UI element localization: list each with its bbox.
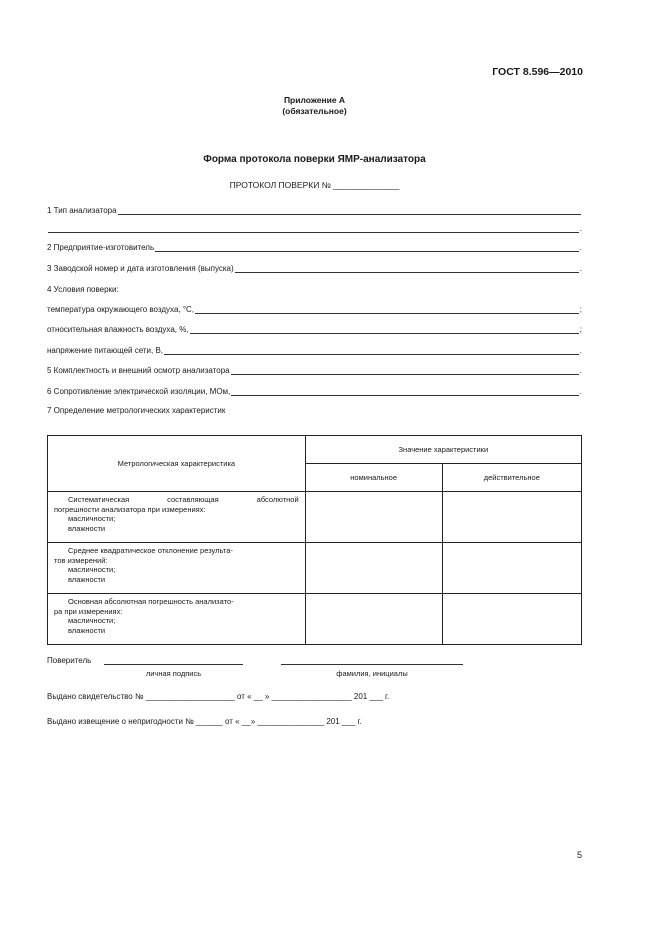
signature-field[interactable] xyxy=(104,664,243,665)
serial-number-line: 3 Заводской номер и дата изготовления (выпуска) . xyxy=(47,264,582,273)
serial-number-field[interactable] xyxy=(235,264,579,273)
row-absolute-error: Основная абсолютная погрешность анализато- ра при измерениях: масличности; влажности xyxy=(48,594,306,645)
insulation-label: 6 Сопротивление электрической изоляции, МОм, xyxy=(47,387,231,396)
temperature-label: температура окружающего воздуха, °С, xyxy=(47,305,195,314)
voltage-field[interactable] xyxy=(164,346,579,355)
analyzer-type-field[interactable] xyxy=(118,206,581,215)
page-number: 5 xyxy=(576,850,582,860)
cell-actual-1[interactable] xyxy=(442,492,581,543)
header-actual: действительное xyxy=(442,464,581,492)
metrology-line xyxy=(47,406,582,415)
inspection-line: 5 Комплектность и внешний осмотр анализатора . xyxy=(47,366,582,375)
conditions-label: 4 Условия поверки: xyxy=(47,285,119,294)
table-row xyxy=(48,594,582,645)
signature-caption: личная подпись xyxy=(145,669,202,678)
inspection-field[interactable] xyxy=(231,366,579,375)
humidity-line: относительная влажность воздуха, %, ; xyxy=(47,325,582,334)
header-value: Значение характеристики xyxy=(305,436,581,464)
certificate-line: Выдано свидетельство № ____________________ от « __ » __________________ 201 ___ г. xyxy=(47,692,390,701)
notice-line: Выдано извещение о непригодности № ______ от « __» _______________ 201 ___ г. xyxy=(47,717,362,726)
manufacturer-field[interactable] xyxy=(155,243,579,252)
metrology-table xyxy=(47,435,582,645)
insulation-line: 6 Сопротивление электрической изоляции, МОм, . xyxy=(47,387,582,396)
humidity-label: относительная влажность воздуха, %, xyxy=(47,325,189,334)
name-field[interactable] xyxy=(281,664,463,665)
header-nominal: номинальное xyxy=(305,464,442,492)
temperature-field[interactable] xyxy=(195,305,579,314)
analyzer-type-label: 1 Тип анализатора xyxy=(47,206,117,215)
conditions-line xyxy=(47,285,582,294)
manufacturer-line: 2 Предприятие-изготовитель . xyxy=(47,243,582,252)
analyzer-type-continuation: . xyxy=(47,224,582,233)
cell-actual-3[interactable] xyxy=(442,594,581,645)
cell-nominal-3[interactable] xyxy=(305,594,442,645)
header-metric: Метрологическая характеристика xyxy=(48,436,306,492)
cell-actual-2[interactable] xyxy=(442,543,581,594)
inspection-label: 5 Комплектность и внешний осмотр анализатора xyxy=(47,366,230,375)
humidity-field[interactable] xyxy=(190,325,579,334)
cell-nominal-2[interactable] xyxy=(305,543,442,594)
insulation-field[interactable] xyxy=(231,387,579,396)
table-header-row xyxy=(48,436,582,464)
analyzer-type-line xyxy=(47,206,582,215)
cell-nominal-1[interactable] xyxy=(305,492,442,543)
serial-number-label: 3 Заводской номер и дата изготовления (выпуска) xyxy=(47,264,234,273)
voltage-line: напряжение питающей сети, В, . xyxy=(47,346,582,355)
metrology-label: 7 Определение метрологических характеристик xyxy=(47,406,226,415)
form-title: Форма протокола поверки ЯМР-анализатора xyxy=(203,154,426,165)
temperature-line: температура окружающего воздуха, °С, ; xyxy=(47,305,582,314)
table-row xyxy=(48,492,582,543)
verifier-label: Поверитель xyxy=(47,656,92,665)
appendix-title: Приложение А xyxy=(283,95,346,105)
name-caption: фамилия, инициалы xyxy=(336,669,408,678)
table-row xyxy=(48,543,582,594)
manufacturer-label: 2 Предприятие-изготовитель xyxy=(47,243,155,252)
analyzer-type-field-2[interactable] xyxy=(48,224,579,233)
protocol-heading: ПРОТОКОЛ ПОВЕРКИ № ______________ xyxy=(229,180,400,190)
appendix-status: (обязательное) xyxy=(282,106,347,116)
row-systematic-error: Систематическая составляющая абсолютной погрешности анализатора при измерениях: масличности; влажности xyxy=(48,492,306,543)
voltage-label: напряжение питающей сети, В, xyxy=(47,346,164,355)
row-std-deviation: Среднее квадратическое отклонение результа- тов измерений: масличности; влажности xyxy=(48,543,306,594)
standard-number: ГОСТ 8.596—2010 xyxy=(492,66,583,78)
